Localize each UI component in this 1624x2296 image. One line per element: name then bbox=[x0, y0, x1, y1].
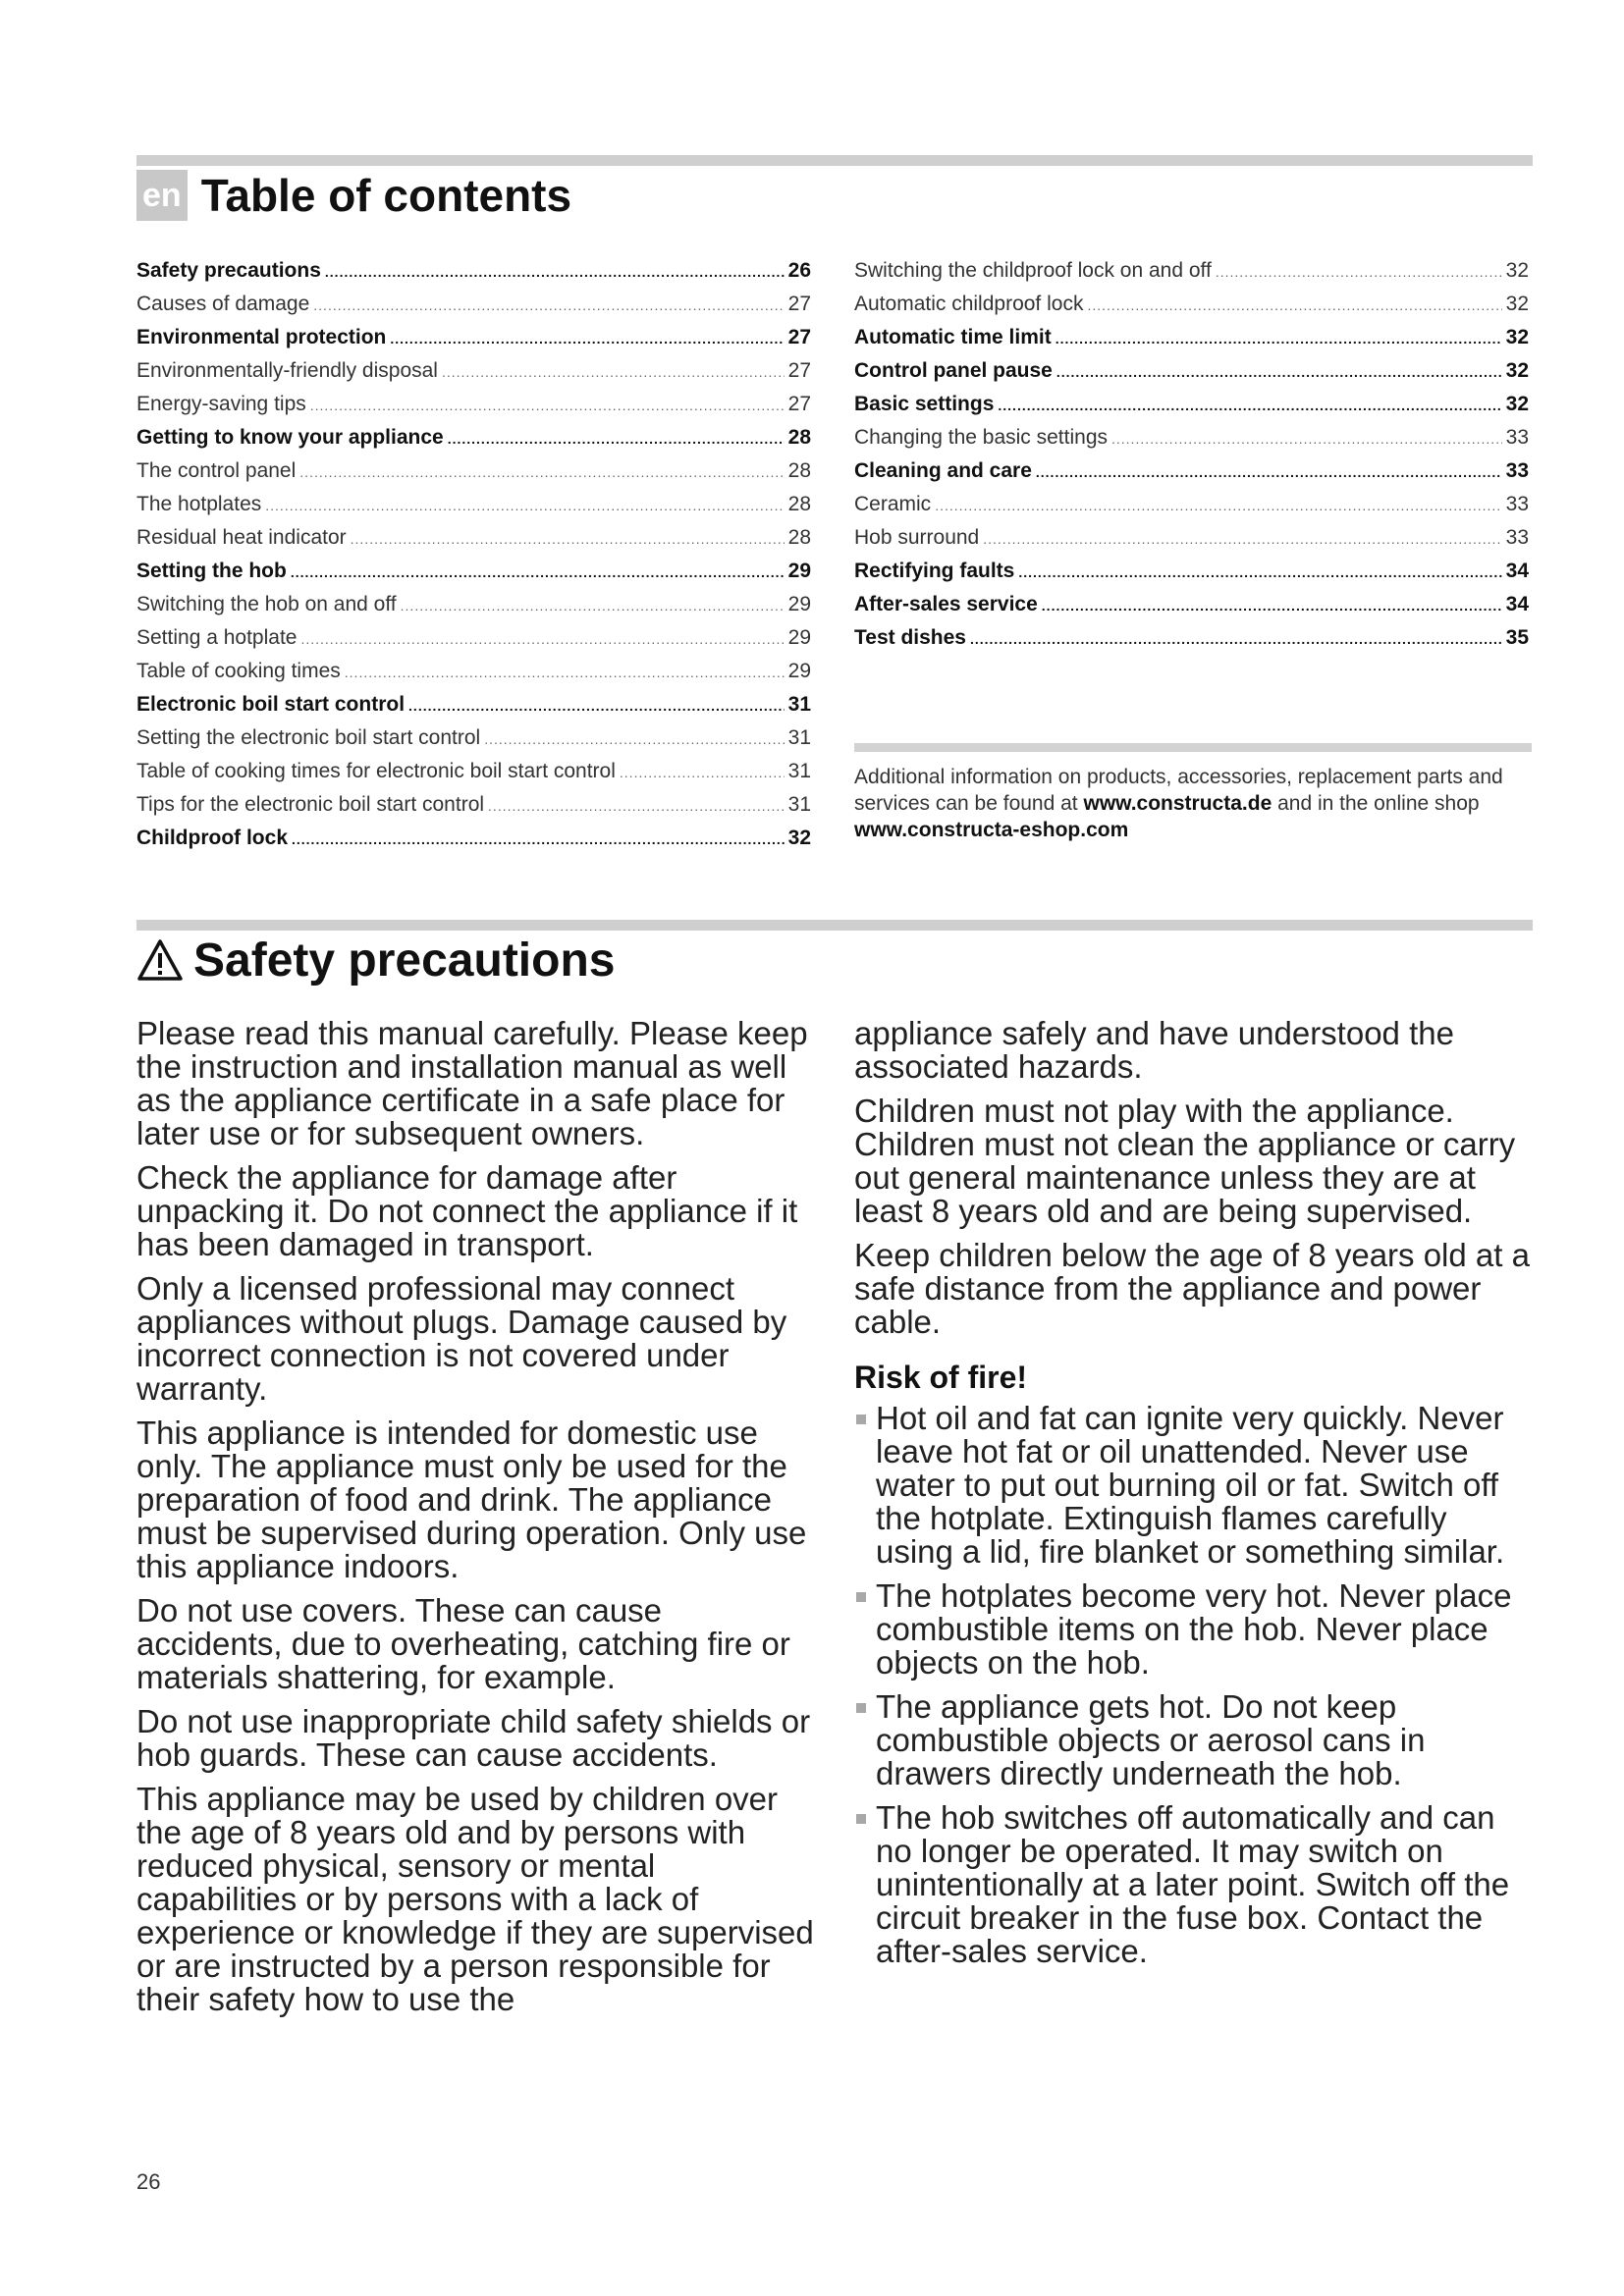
toc-entry[interactable] bbox=[854, 321, 1529, 354]
paragraph: appliance safely and have understood the associated hazards. bbox=[854, 1015, 1454, 1085]
toc-entry-page: 28 bbox=[787, 459, 811, 482]
toc-entry[interactable] bbox=[854, 288, 1529, 321]
dot-leader bbox=[442, 355, 785, 389]
toc-entry-page: 29 bbox=[787, 593, 811, 615]
toc-entry[interactable] bbox=[136, 721, 811, 755]
toc-entry[interactable] bbox=[136, 288, 811, 321]
bullet-item bbox=[854, 1801, 1532, 1968]
dot-leader bbox=[1111, 422, 1502, 455]
toc-entry[interactable] bbox=[854, 254, 1529, 288]
toc-entry-page: 27 bbox=[787, 393, 811, 415]
info-divider bbox=[854, 743, 1532, 752]
toc-entry-label: Cleaning and care bbox=[854, 459, 1032, 482]
toc-entry[interactable] bbox=[854, 454, 1529, 488]
toc-entry-label: Getting to know your appliance bbox=[136, 426, 444, 449]
dot-leader bbox=[998, 389, 1501, 422]
dot-leader bbox=[390, 322, 784, 355]
dot-leader bbox=[1087, 289, 1501, 322]
dot-leader bbox=[299, 455, 784, 489]
dot-leader bbox=[408, 689, 785, 722]
toc-entry-label: Tips for the electronic boil start control bbox=[136, 793, 485, 816]
toc-entry-page: 34 bbox=[1505, 593, 1529, 615]
dot-leader bbox=[484, 722, 784, 756]
top-divider bbox=[136, 155, 1533, 166]
toc-entry-page: 28 bbox=[787, 493, 811, 515]
toc-entry-label: Rectifying faults bbox=[854, 560, 1015, 582]
warning-triangle-icon bbox=[136, 938, 184, 982]
toc-entry[interactable] bbox=[136, 454, 811, 488]
toc-entry[interactable] bbox=[854, 421, 1529, 454]
toc-entry-page: 27 bbox=[787, 326, 811, 348]
constructa-link[interactable]: www.constructa.de bbox=[1083, 792, 1272, 815]
dot-leader bbox=[291, 556, 785, 589]
safety-heading bbox=[136, 931, 615, 989]
toc-entry[interactable] bbox=[136, 788, 811, 822]
section-divider bbox=[136, 920, 1533, 931]
toc-entry-label: Environmental protection bbox=[136, 326, 387, 348]
toc-entry[interactable] bbox=[136, 655, 811, 688]
bullet-square-icon bbox=[856, 1814, 866, 1824]
toc-entry[interactable] bbox=[854, 354, 1529, 388]
toc-entry[interactable] bbox=[136, 588, 811, 621]
toc-entry[interactable] bbox=[136, 488, 811, 521]
bullet-item bbox=[854, 1579, 1532, 1680]
bullet-square-icon bbox=[856, 1592, 866, 1602]
paragraph: This appliance may be used by children over the age of 8 years old and by persons with reduced physical, sensory or mental capabilities or by persons with a lack of experience or knowledge if they are supervised or are instructed by a person responsible for their safety how to use the bbox=[136, 1781, 814, 2017]
bullet-square-icon bbox=[856, 1703, 866, 1713]
safety-left-column bbox=[136, 1017, 814, 2027]
toc-entry-label: Environmentally-friendly disposal bbox=[136, 359, 438, 382]
risk-of-fire-heading: Risk of fire! bbox=[854, 1360, 1028, 1395]
toc-entry-page: 29 bbox=[787, 626, 811, 649]
toc-entry[interactable] bbox=[136, 388, 811, 421]
toc-entry-label: Causes of damage bbox=[136, 293, 310, 315]
toc-entry-label: Safety precautions bbox=[136, 259, 321, 282]
toc-entry[interactable] bbox=[854, 521, 1529, 555]
toc-entry-label: After-sales service bbox=[854, 593, 1038, 615]
toc-entry-label: Electronic boil start control bbox=[136, 693, 406, 716]
paragraph: Do not use covers. These can cause accidents, due to overheating, catching fire or materials shattering, for example. bbox=[136, 1592, 790, 1695]
toc-right-column bbox=[854, 254, 1529, 655]
toc-entry[interactable] bbox=[136, 621, 811, 655]
toc-entry-page: 33 bbox=[1505, 526, 1529, 549]
info-text-1: Additional information on products, accessories, replacement parts and services can be found at bbox=[854, 766, 1503, 815]
toc-entry-page: 34 bbox=[1505, 560, 1529, 582]
dot-leader bbox=[488, 789, 785, 823]
toc-entry[interactable] bbox=[854, 388, 1529, 421]
paragraph: Keep children below the age of 8 years old at a safe distance from the appliance and power cable. bbox=[854, 1237, 1530, 1340]
paragraph: Check the appliance for damage after unpacking it. Do not connect the appliance if it has been damaged in transport. bbox=[136, 1159, 798, 1262]
bullet-item bbox=[854, 1402, 1532, 1569]
toc-entry[interactable] bbox=[854, 621, 1529, 655]
toc-entry-label: Table of cooking times for electronic boil start control bbox=[136, 760, 616, 782]
paragraph: Children must not play with the appliance. Children must not clean the appliance or carry out general maintenance unless they are at least 8 years old and are being supervised. bbox=[854, 1093, 1516, 1229]
toc-entry[interactable] bbox=[136, 822, 811, 855]
paragraph: Please read this manual carefully. Please keep the instruction and installation manual as well as the appliance certificate in a safe place for later use or for subsequent owners. bbox=[136, 1015, 808, 1151]
toc-entry-page: 29 bbox=[787, 660, 811, 682]
safety-title: Safety precautions bbox=[193, 934, 616, 987]
toc-entry[interactable] bbox=[136, 755, 811, 788]
toc-entry[interactable] bbox=[136, 421, 811, 454]
toc-entry-page: 33 bbox=[1505, 459, 1529, 482]
page-number: 26 bbox=[136, 2169, 161, 2194]
toc-entry[interactable] bbox=[854, 555, 1529, 588]
toc-entry-label: Hob surround bbox=[854, 526, 980, 549]
toc-entry-page: 29 bbox=[787, 560, 811, 582]
toc-entry-page: 27 bbox=[787, 359, 811, 382]
dot-leader bbox=[1056, 322, 1502, 355]
bullet-text: The hob switches off automatically and can no longer be operated. It may switch on unintentionally at a later point. Switch off the circuit breaker in the fuse box. Contact the after-sales service. bbox=[876, 1799, 1510, 1969]
toc-entry-label: Automatic childproof lock bbox=[854, 293, 1084, 315]
dot-leader bbox=[620, 756, 785, 789]
toc-entry-page: 27 bbox=[787, 293, 811, 315]
toc-entry-page: 31 bbox=[787, 793, 811, 816]
dot-leader bbox=[1036, 455, 1502, 489]
toc-entry[interactable] bbox=[136, 254, 811, 288]
toc-entry[interactable] bbox=[136, 555, 811, 588]
bullet-text: The hotplates become very hot. Never place combustible items on the hob. Never place objects on the hob. bbox=[876, 1577, 1512, 1681]
dot-leader bbox=[401, 589, 785, 622]
dot-leader bbox=[300, 622, 784, 656]
toc-entry-page: 26 bbox=[787, 259, 811, 282]
dot-leader bbox=[313, 289, 784, 322]
toc-entry-label: Control panel pause bbox=[854, 359, 1053, 382]
toc-entry-label: Residual heat indicator bbox=[136, 526, 347, 549]
toc-entry[interactable] bbox=[136, 321, 811, 354]
toc-entry-page: 33 bbox=[1505, 426, 1529, 449]
dot-leader bbox=[970, 622, 1502, 656]
dot-leader bbox=[1018, 556, 1501, 589]
dot-leader bbox=[1056, 355, 1502, 389]
toc-entry-label: Table of cooking times bbox=[136, 660, 341, 682]
toc-entry-page: 32 bbox=[1505, 293, 1529, 315]
dot-leader bbox=[1042, 589, 1502, 622]
info-text-2: and in the online shop bbox=[1272, 792, 1480, 815]
paragraph: This appliance is intended for domestic use only. The appliance must only be used for the preparation of food and drink. The appliance must be supervised during operation. Only use this appliance indoors. bbox=[136, 1415, 807, 1584]
toc-entry-page: 32 bbox=[1505, 259, 1529, 282]
bullet-item bbox=[854, 1690, 1532, 1790]
toc-entry-label: Test dishes bbox=[854, 626, 966, 649]
toc-entry-page: 31 bbox=[787, 693, 811, 716]
toc-entry-label: Energy-saving tips bbox=[136, 393, 306, 415]
dot-leader bbox=[292, 823, 785, 856]
toc-title: Table of contents bbox=[200, 170, 572, 221]
toc-entry-label: Automatic time limit bbox=[854, 326, 1052, 348]
toc-entry-page: 32 bbox=[1505, 326, 1529, 348]
eshop-link[interactable]: www.constructa-eshop.com bbox=[854, 819, 1129, 841]
toc-entry-label: Setting the electronic boil start control bbox=[136, 726, 481, 749]
toc-entry-label: Switching the hob on and off bbox=[136, 593, 397, 615]
dot-leader bbox=[310, 389, 785, 422]
toc-entry-page: 35 bbox=[1505, 626, 1529, 649]
safety-right-column bbox=[854, 1017, 1532, 1979]
toc-entry-label: The control panel bbox=[136, 459, 297, 482]
toc-entry-label: Changing the basic settings bbox=[854, 426, 1108, 449]
dot-leader bbox=[265, 489, 784, 522]
language-badge: en bbox=[136, 170, 188, 221]
toc-entry-label: Ceramic bbox=[854, 493, 932, 515]
dot-leader bbox=[935, 489, 1501, 522]
bullet-text: Hot oil and fat can ignite very quickly. Never leave hot fat or oil unattended. Never use water to put out burning oil or fat. Switch off the hotplate. Extinguish flames carefully using a lid, fire blanket or something similar. bbox=[876, 1400, 1505, 1570]
toc-entry-page: 28 bbox=[787, 426, 811, 449]
toc-entry-page: 32 bbox=[1505, 359, 1529, 382]
bullet-square-icon bbox=[856, 1415, 866, 1424]
toc-entry-label: Switching the childproof lock on and off bbox=[854, 259, 1212, 282]
bullet-text: The appliance gets hot. Do not keep combustible objects or aerosol cans in drawers directly underneath the hob. bbox=[876, 1688, 1426, 1791]
toc-entry-page: 28 bbox=[787, 526, 811, 549]
toc-entry[interactable] bbox=[136, 354, 811, 388]
toc-entry-page: 32 bbox=[1505, 393, 1529, 415]
dot-leader bbox=[345, 656, 785, 689]
dot-leader bbox=[448, 422, 785, 455]
toc-entry[interactable] bbox=[854, 588, 1529, 621]
toc-left-column bbox=[136, 254, 811, 855]
toc-entry-label: Childproof lock bbox=[136, 827, 288, 849]
additional-info bbox=[854, 764, 1532, 843]
paragraph: Do not use inappropriate child safety shields or hob guards. These can cause accidents. bbox=[136, 1703, 811, 1773]
dot-leader bbox=[1216, 255, 1502, 289]
toc-entry-page: 33 bbox=[1505, 493, 1529, 515]
toc-entry[interactable] bbox=[854, 488, 1529, 521]
toc-heading bbox=[136, 170, 571, 221]
toc-entry[interactable] bbox=[136, 521, 811, 555]
dot-leader bbox=[351, 522, 785, 556]
toc-entry-label: Basic settings bbox=[854, 393, 995, 415]
toc-entry-page: 31 bbox=[787, 760, 811, 782]
toc-entry-label: Setting the hob bbox=[136, 560, 287, 582]
paragraph: Only a licensed professional may connect appliances without plugs. Damage caused by incorrect connection is not covered under warranty. bbox=[136, 1270, 787, 1407]
dot-leader bbox=[325, 255, 785, 289]
toc-entry-page: 32 bbox=[787, 827, 811, 849]
toc-entry[interactable] bbox=[136, 688, 811, 721]
toc-entry-label: Setting a hotplate bbox=[136, 626, 298, 649]
toc-entry-page: 31 bbox=[787, 726, 811, 749]
toc-entry-label: The hotplates bbox=[136, 493, 262, 515]
dot-leader bbox=[983, 522, 1501, 556]
